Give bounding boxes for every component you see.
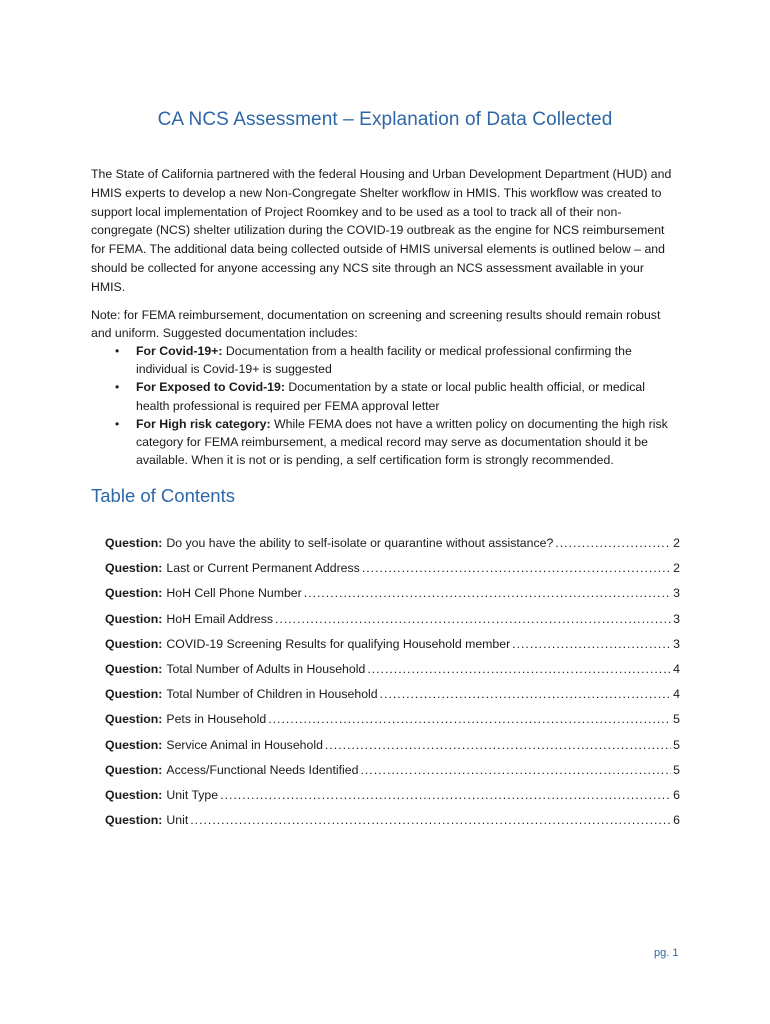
toc-dot-leader: [220, 788, 671, 802]
toc-entry-text: Total Number of Children in Household: [166, 687, 378, 702]
toc-entry[interactable]: [105, 586, 680, 611]
toc-dot-leader: [555, 536, 671, 550]
toc-entry[interactable]: [105, 813, 680, 838]
toc-dot-leader: [190, 813, 671, 827]
toc-page-number: 3: [673, 611, 680, 626]
toc-dot-leader: [304, 586, 671, 600]
bullet-label: For Covid-19+:: [136, 344, 223, 358]
toc-dot-leader: [360, 763, 671, 777]
toc-entry-text: COVID-19 Screening Results for qualifying Household member: [166, 636, 511, 651]
bullet-text: Documentation by a state or local public health official, or medical health professional is required per FEMA approval letter: [136, 380, 645, 413]
toc-dot-leader: [268, 712, 671, 726]
toc-page-number: 5: [673, 737, 680, 752]
toc-entry[interactable]: [105, 637, 680, 662]
toc-page-number: 4: [673, 687, 680, 702]
toc-entry-text: Pets in Household: [166, 712, 267, 727]
bullet-icon: •: [115, 416, 120, 431]
toc-page-number: 3: [673, 636, 680, 651]
toc-question-prefix: Question:: [105, 561, 163, 576]
toc-entry[interactable]: [105, 561, 680, 586]
page-number: pg. 1: [654, 947, 679, 959]
toc-entry-text: Unit Type: [166, 787, 219, 802]
document-title: CA NCS Assessment – Explanation of Data Collected: [157, 109, 613, 130]
toc-question-prefix: Question:: [105, 813, 163, 828]
bullet-text: Documentation from a health facility or medical professional confirming the individual is Covid-19+ is suggested: [136, 344, 632, 377]
toc-page-number: 5: [673, 762, 680, 777]
toc-entry[interactable]: [105, 788, 680, 813]
toc-heading: Table of Contents: [91, 485, 235, 506]
toc-entry[interactable]: [105, 662, 680, 687]
bullet-icon: •: [115, 380, 120, 395]
toc-dot-leader: [367, 662, 671, 676]
toc-entry-text: Do you have the ability to self-isolate or quarantine without assistance?: [166, 536, 554, 550]
toc-page-number: 4: [673, 661, 680, 676]
toc-entry[interactable]: [105, 687, 680, 712]
note-paragraph: Note: for FEMA reimbursement, documentation on screening and screening results should remain robust and uniform. Suggested documentation includes:: [91, 308, 661, 341]
toc-question-prefix: Question:: [105, 611, 163, 626]
table-of-contents: [105, 536, 680, 838]
bullet-label: For Exposed to Covid-19:: [136, 380, 285, 395]
toc-entry-text: Last or Current Permanent Address: [166, 561, 360, 576]
toc-page-number: 2: [673, 561, 680, 576]
toc-entry[interactable]: [105, 712, 680, 737]
toc-dot-leader: [380, 687, 672, 701]
toc-question-prefix: Question:: [105, 536, 163, 550]
toc-question-prefix: Question:: [105, 737, 163, 752]
toc-entry[interactable]: [105, 763, 680, 788]
toc-page-number: 5: [673, 712, 680, 727]
toc-entry-text: Unit: [166, 813, 189, 828]
toc-page-number: 6: [673, 813, 680, 828]
toc-question-prefix: Question:: [105, 762, 163, 777]
toc-page-number: 2: [673, 536, 680, 550]
toc-dot-leader: [512, 637, 671, 651]
toc-question-prefix: Question:: [105, 661, 163, 676]
toc-question-prefix: Question:: [105, 636, 163, 651]
toc-entry-text: Total Number of Adults in Household: [166, 661, 366, 676]
list-item: [91, 378, 681, 414]
toc-question-prefix: Question:: [105, 712, 163, 727]
list-item: [91, 415, 681, 470]
toc-entry-text: HoH Email Address: [166, 611, 274, 626]
toc-entry-text: Service Animal in Household: [166, 737, 323, 752]
toc-page-number: 3: [673, 586, 680, 601]
toc-entry-text: Access/Functional Needs Identified: [166, 762, 359, 777]
toc-page-number: 6: [673, 787, 680, 802]
toc-question-prefix: Question:: [105, 687, 163, 702]
toc-question-prefix: Question:: [105, 586, 163, 601]
toc-entry[interactable]: [105, 738, 680, 763]
toc-entry[interactable]: [105, 612, 680, 637]
bullet-icon: •: [115, 344, 120, 358]
toc-dot-leader: [325, 738, 671, 752]
toc-entry[interactable]: [105, 536, 680, 561]
intro-paragraph: The State of California partnered with the federal Housing and Urban Development Department (HUD) and HMIS experts to develop a new Non-Congregate Shelter workflow in HMIS. This workflow was created to support local implementation of Project Roomkey and to be used as a tool to track all of their non-congregate (NCS) shelter utilization during the COVID-19 outbreak as the engine for NCS reimbursement for FEMA. The additional data being collected outside of HMIS universal elements is outlined below – and should be collected for anyone accessing any NCS site through an NCS assessment available in your HMIS.: [91, 167, 672, 294]
documentation-list: [91, 342, 681, 469]
list-item: [91, 342, 681, 378]
bullet-label: For High risk category:: [136, 416, 271, 431]
toc-dot-leader: [275, 612, 671, 626]
toc-dot-leader: [362, 561, 671, 575]
toc-entry-text: HoH Cell Phone Number: [166, 586, 302, 601]
toc-question-prefix: Question:: [105, 787, 163, 802]
bullet-text: While FEMA does not have a written policy on documenting the high risk category for FEMA reimbursement, a medical record may serve as documentation should it be available. When it is not or is pending, a self certification form is strongly recommended.: [136, 416, 668, 468]
